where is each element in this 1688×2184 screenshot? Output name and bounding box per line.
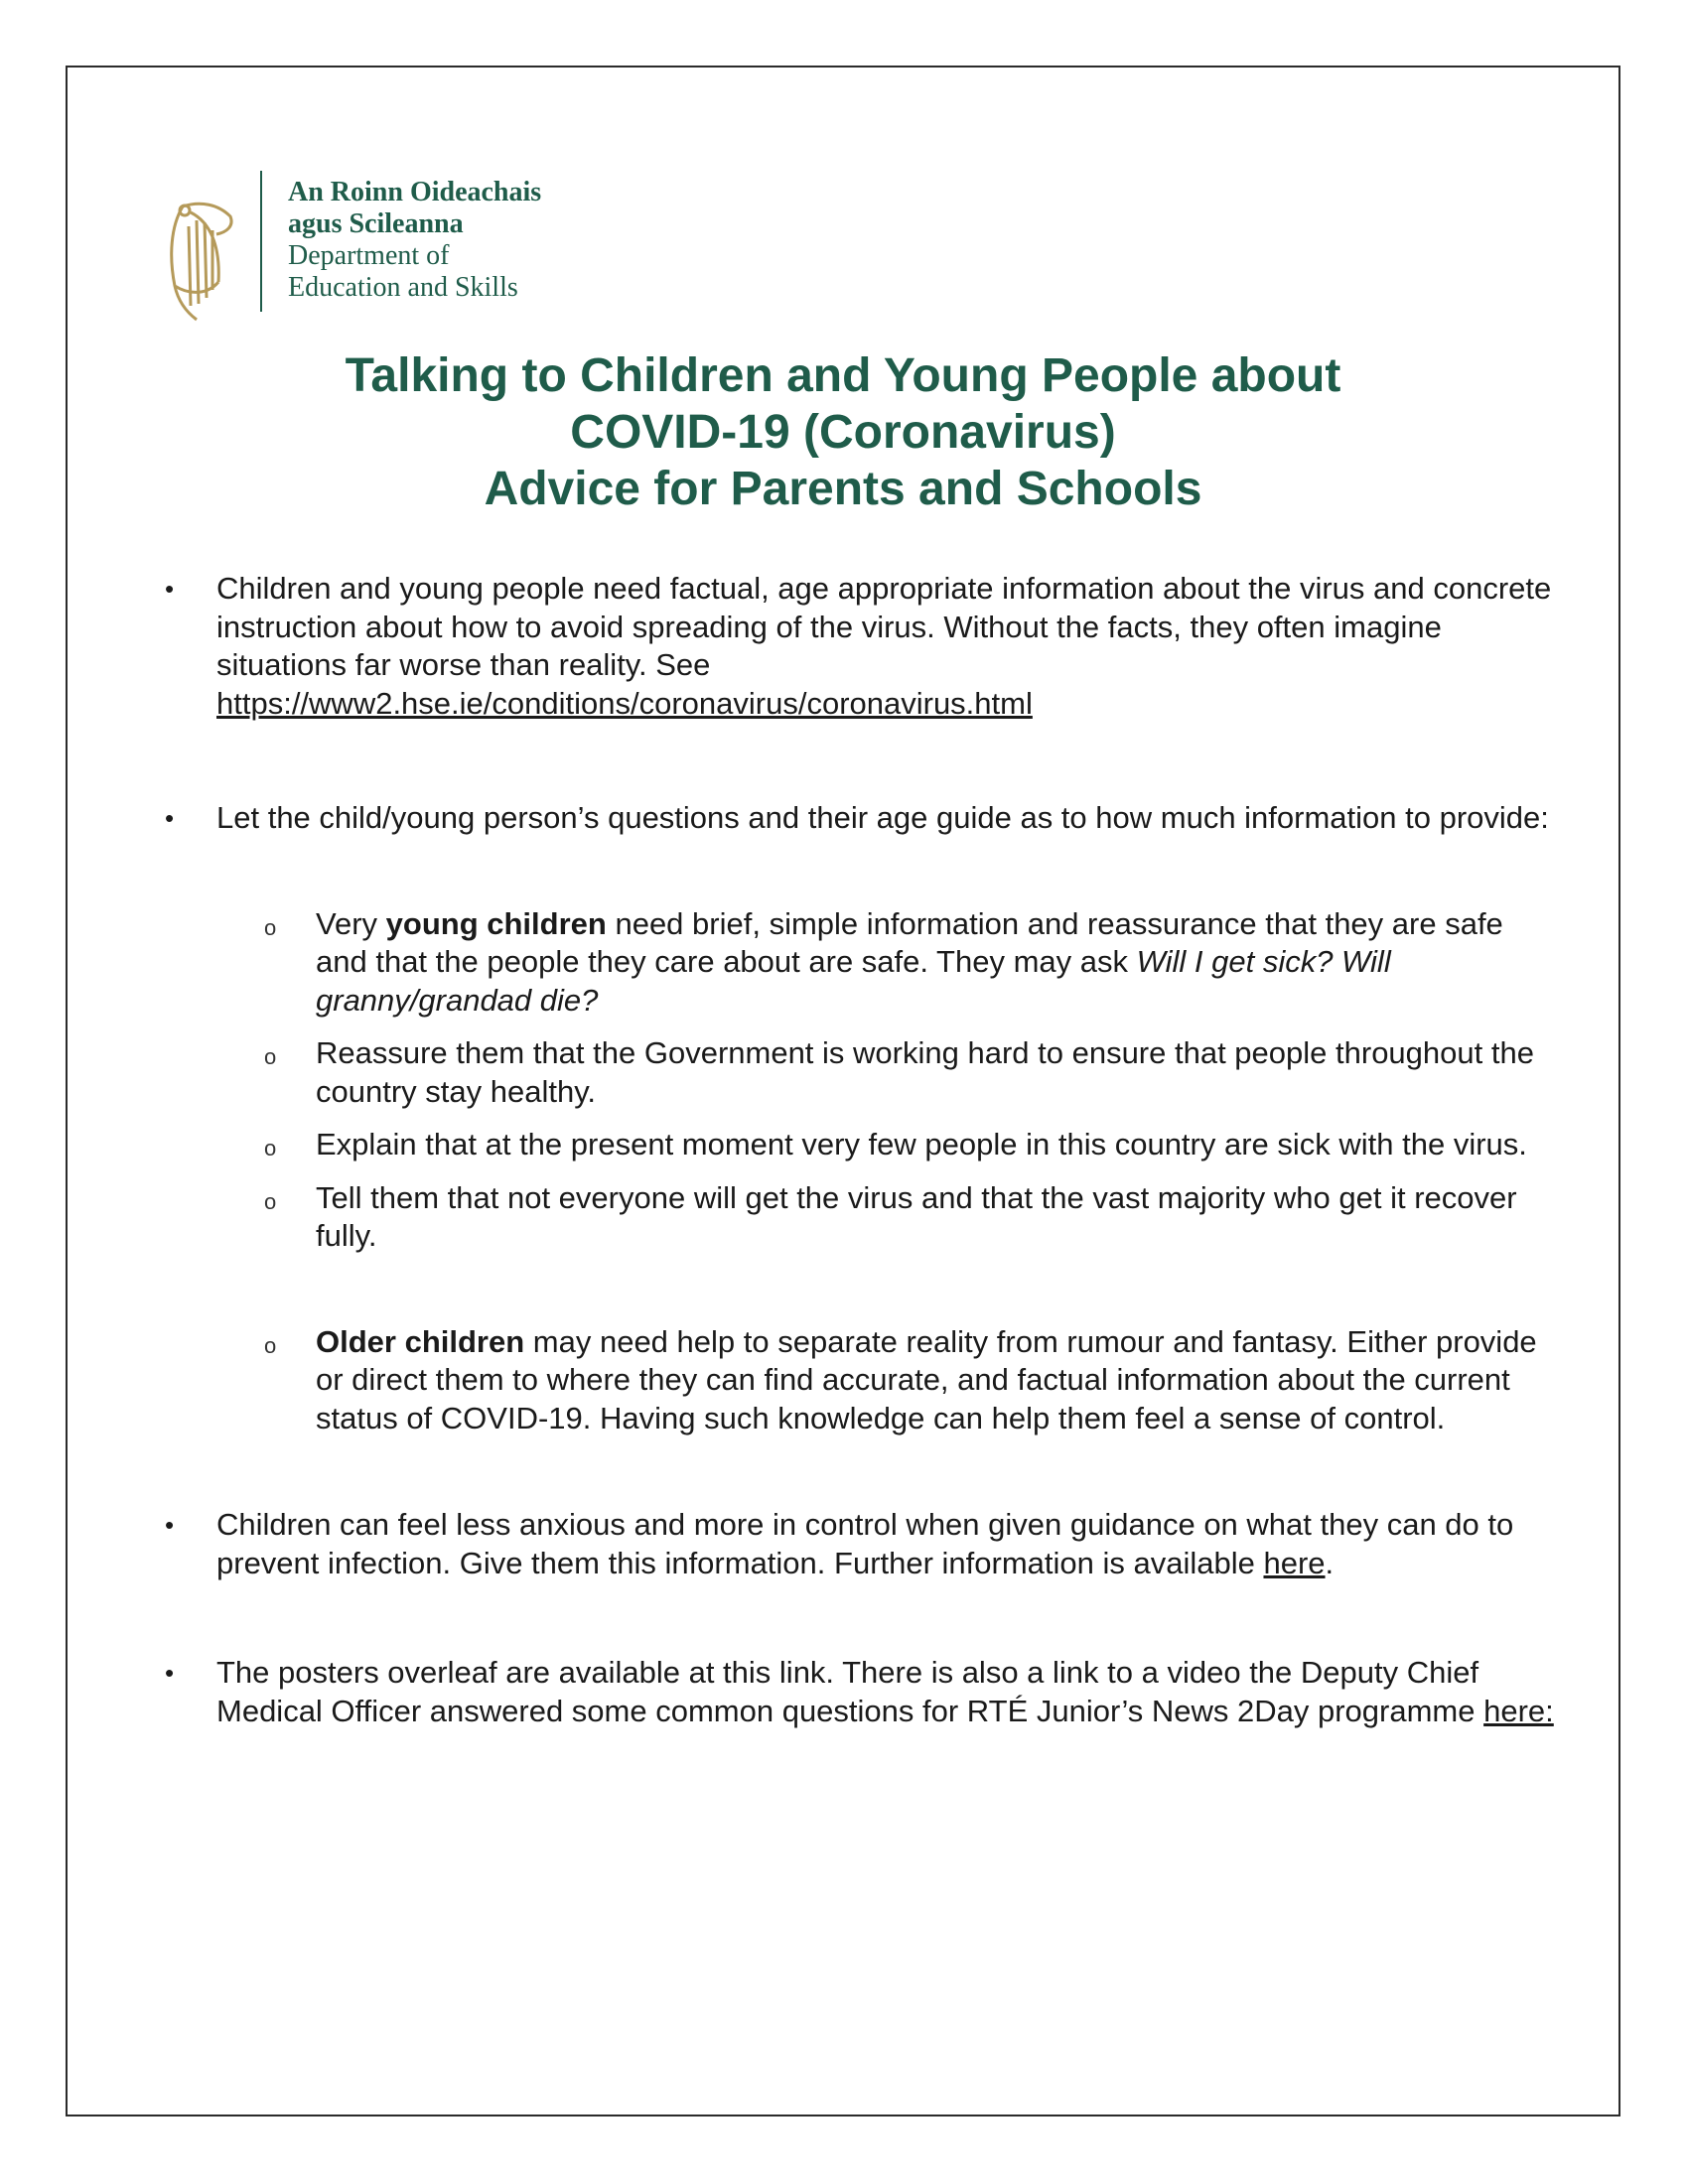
sub-text-italic: Will I get sick? Will granny/grandad die? <box>316 944 1391 1018</box>
advice-content <box>165 570 1555 1730</box>
logo-irish-line2: agus Scileanna <box>288 208 464 239</box>
title-line-1: Talking to Children and Young People about <box>345 349 1341 402</box>
bullet-text-end: . <box>1325 1545 1335 1580</box>
sub-bullet-icon: o <box>264 914 277 940</box>
sub-item-older-children <box>165 1323 1555 1438</box>
logo-english-line1: Department of <box>288 240 450 271</box>
bullet-text: Children and young people need factual, age appropriate information about the virus and concrete instruction about how to avoid spreading of the virus. Without the facts, they often imagine situations far worse than reality. See <box>216 571 1552 682</box>
logo-english-line2: Education and Skills <box>288 272 518 303</box>
sub-text: Reassure them that the Government is working hard to ensure that people throughout the country stay healthy. <box>316 1035 1534 1109</box>
bullet-icon: • <box>165 803 175 833</box>
title-line-3: Advice for Parents and Schools <box>484 463 1202 515</box>
further-info-link[interactable]: here <box>1263 1545 1326 1580</box>
sub-text: need brief, simple information and reassurance that they are safe and that the people they care about are safe. They may ask <box>316 905 1503 979</box>
bullet-icon: • <box>165 1658 175 1688</box>
sub-text: Explain that at the present moment very few people in this country are sick with the virus. <box>316 1127 1527 1161</box>
sub-text-bold: young children <box>385 905 607 941</box>
hse-link[interactable]: https://www2.hse.ie/conditions/coronavirus/coronavirus.html <box>216 685 1033 721</box>
bullet-item-prevent-infection <box>165 1506 1555 1582</box>
sub-text-pre: Very <box>316 905 386 941</box>
sub-item-few-sick <box>165 1126 1555 1164</box>
sub-text: Tell them that not everyone will get the virus and that the vast majority who get it recover fully. <box>316 1179 1517 1253</box>
bullet-text: Children can feel less anxious and more in control when given guidance on what they can do to prevent infection. Give them this information. Further information is available <box>216 1507 1514 1580</box>
bullet-text: Let the child/young person’s questions and their age guide as to how much information to provide: <box>216 800 1549 835</box>
department-logo <box>161 171 541 316</box>
bullet-text: The posters overleaf are available at this link. There is also a link to a video the Deputy Chief Medical Officer answered some common questions for RTÉ Junior’s News 2Day programme <box>216 1655 1484 1728</box>
bullet-item-factual-info <box>165 570 1555 723</box>
sub-bullet-icon: o <box>264 1188 277 1214</box>
sub-bullet-icon: o <box>264 1044 277 1069</box>
title-line-2: COVID-19 (Coronavirus) <box>570 406 1116 459</box>
logo-text <box>288 171 541 304</box>
sub-bullet-icon: o <box>264 1136 277 1160</box>
page-title <box>66 347 1620 517</box>
sub-item-government <box>165 1034 1555 1111</box>
sub-text-bold: Older children <box>316 1323 525 1359</box>
bullet-icon: • <box>165 1510 175 1540</box>
bullet-item-questions <box>165 799 1555 838</box>
harp-emblem-icon <box>161 187 240 326</box>
bullet-item-posters <box>165 1654 1555 1730</box>
sub-bullet-icon: o <box>264 1332 277 1358</box>
video-link[interactable]: here: <box>1483 1693 1554 1728</box>
sub-item-young-children <box>165 905 1555 1021</box>
sub-item-recover <box>165 1179 1555 1256</box>
bullet-icon: • <box>165 574 175 604</box>
logo-divider <box>260 171 262 312</box>
sub-text: may need help to separate reality from rumour and fantasy. Either provide or direct them to where they can find accurate, and factual information about the current status of COVID-19. Having such knowledge can help them feel a sense of control. <box>316 1323 1537 1435</box>
logo-irish-line1: An Roinn Oideachais <box>288 177 542 207</box>
